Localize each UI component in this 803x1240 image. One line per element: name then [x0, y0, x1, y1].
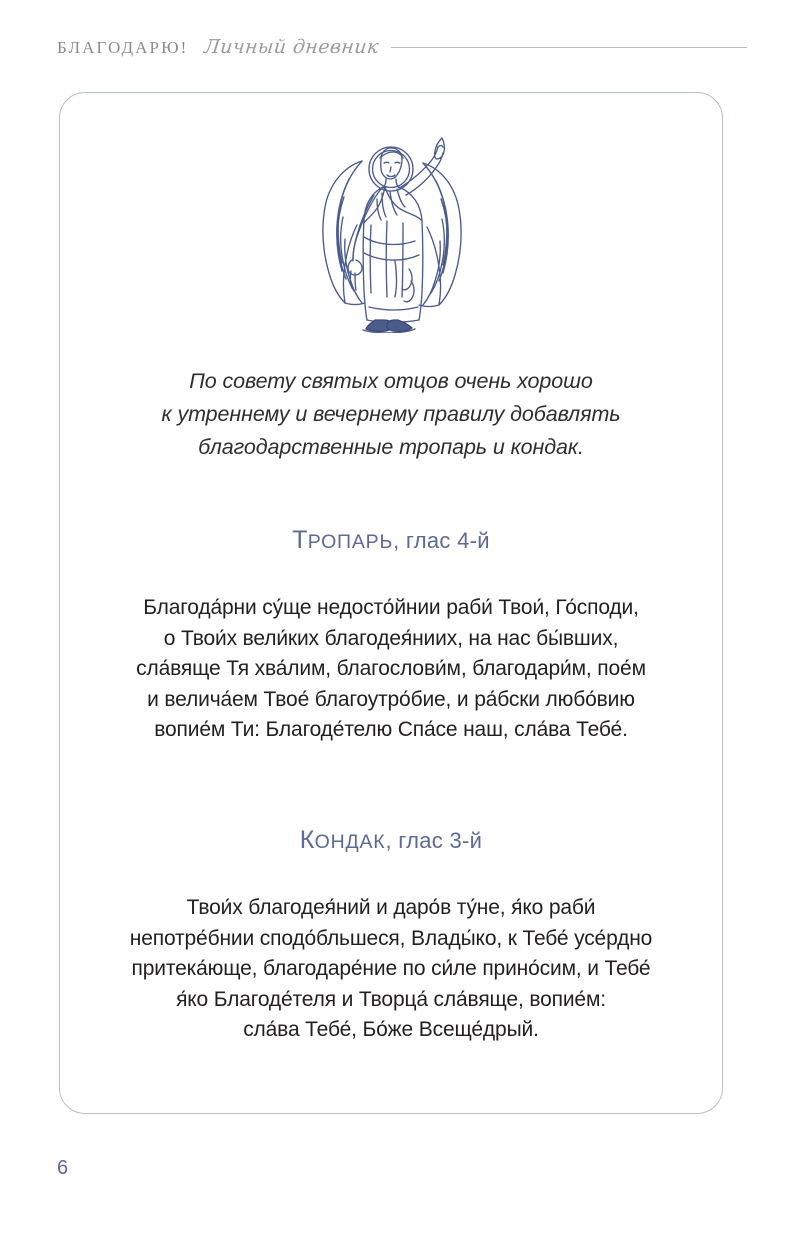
- troparion-section: [86, 525, 696, 746]
- prayer-line: притека́юще, благодаре́ние по си́ле прино́сим, и Тебе́: [131, 957, 651, 980]
- troparion-heading-tone: , глас 4-й: [393, 528, 490, 553]
- prayer-line: Благода́рни су́ще недосто́йнии раби́ Твои́, Го́споди,: [143, 596, 639, 619]
- intro-line: благодарственные тропарь и кондак.: [198, 435, 584, 459]
- intro-line: По совету святых отцов очень хорошо: [189, 369, 593, 393]
- kontakion-heading-cap: К: [299, 826, 315, 854]
- angel-icon: [285, 121, 497, 333]
- prayer-line: я́ко Благоде́теля и Творца́ сла́вяще, вопие́м:: [176, 987, 606, 1011]
- kontakion-section: [86, 825, 696, 1046]
- prayer-line: и велича́ем Твое́ благоутро́бие, и ра́бски любо́вию: [147, 687, 635, 711]
- prayer-line: непотре́бнии сподо́бльшеся, Влады́ко, к Тебе́ усе́рдно: [129, 926, 653, 950]
- header-divider: [391, 47, 747, 48]
- intro-note: [100, 365, 682, 464]
- header-subtitle: Личный дневник: [203, 36, 381, 58]
- kontakion-heading-tone: , глас 3-й: [385, 828, 483, 853]
- content-frame: [59, 92, 723, 1114]
- prayer-line: вопие́м Ти: Благоде́телю Спа́се наш, сла́ва Тебе́.: [154, 718, 628, 741]
- header-title: БЛАГОДАРЮ!: [57, 38, 189, 57]
- troparion-heading-cap: Т: [292, 526, 308, 554]
- kontakion-heading: [86, 825, 696, 857]
- kontakion-heading-smallcaps: ОНДАК: [314, 831, 386, 853]
- page-header: [57, 36, 747, 68]
- troparion-heading: [86, 525, 696, 557]
- prayer-line: сла́ва Тебе́, Бо́же Всеще́дрый.: [243, 1018, 539, 1041]
- troparion-heading-smallcaps: РОПАРЬ: [307, 531, 394, 553]
- intro-line: к утреннему и вечернему правилу добавлять: [161, 402, 621, 426]
- troparion-text: [86, 593, 696, 746]
- prayer-line: сла́вяще Тя хва́лим, благослови́м, благодари́м, пое́м: [136, 657, 646, 680]
- kontakion-text: [86, 893, 696, 1046]
- prayer-line: о Твои́х вели́ких благодея́ниих, на нас бы́вших,: [163, 626, 619, 650]
- prayer-line: Твои́х благодея́ний и даро́в ту́не, я́ко раби́: [186, 896, 596, 919]
- page-number: 6: [57, 1157, 69, 1179]
